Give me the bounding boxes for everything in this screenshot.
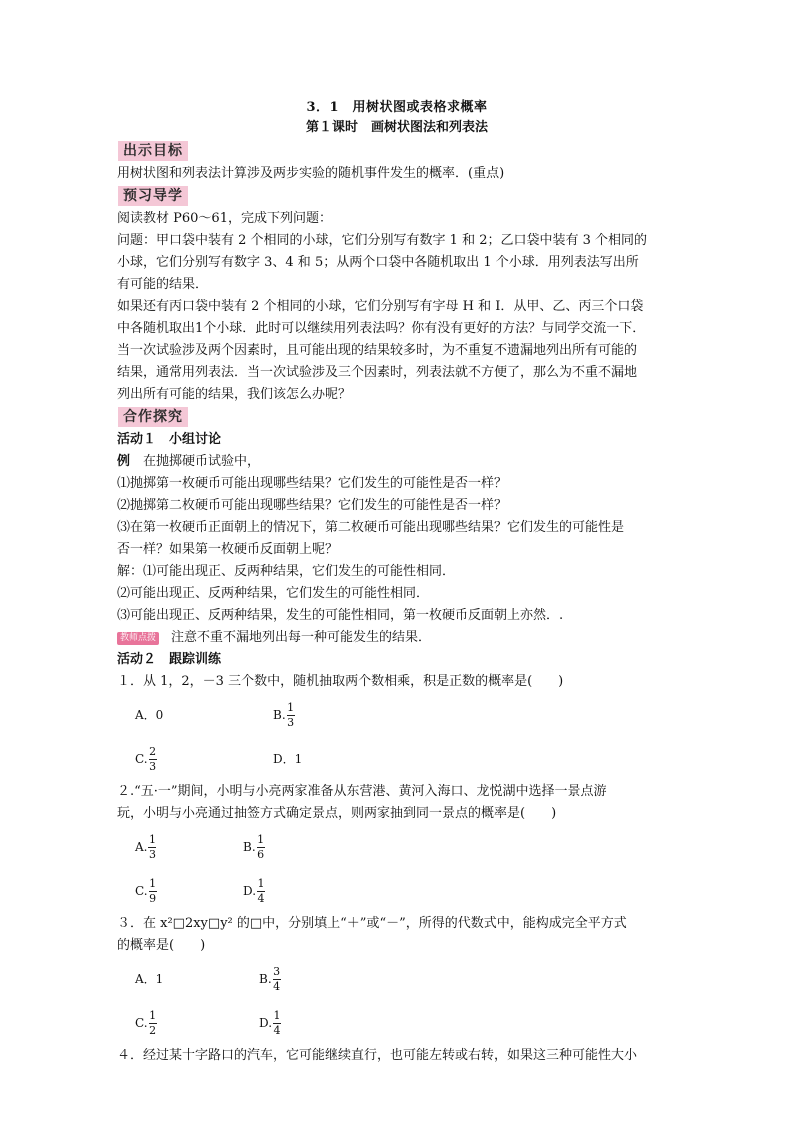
q3-option-b-fraction — [273, 965, 281, 994]
q3-option-a: A．1 — [135, 972, 164, 986]
preview-line: 如果还有丙口袋中装有 2 个相同的小球，它们分别写有字母 H 和 I．从甲、乙、丙三个口袋 — [117, 299, 644, 314]
question-2-options-row1 — [117, 825, 677, 869]
teacher-tip-badge: 教师点拨 — [117, 632, 159, 645]
q3-option-d-label: D. — [259, 1016, 273, 1030]
preview-line: 有可能的结果． — [117, 277, 209, 292]
numerator: 1 — [149, 876, 157, 890]
goal-text: 用树状图和列表法计算涉及两步实验的随机事件发生的概率．(重点) — [117, 166, 505, 181]
example-label: 例 — [117, 454, 131, 469]
denominator: 3 — [149, 759, 157, 773]
q3-option-d-fraction — [273, 1009, 281, 1038]
q1-option-b-fraction — [287, 701, 295, 730]
question-3-stem: 的概率是( ) — [117, 938, 206, 953]
denominator: 9 — [149, 891, 157, 905]
activity1-line: ⑶在第一枚硬币正面朝上的情况下，第二枚硬币可能出现哪些结果？它们发生的可能性是 — [117, 520, 625, 535]
q2-option-c — [135, 869, 157, 913]
example-line — [117, 451, 677, 473]
preview-line: 问题：甲口袋中装有 2 个相同的小球，它们分别写有数字 1 和 2；乙口袋中装有 3 个相同的 — [117, 233, 648, 248]
numerator: 1 — [148, 832, 156, 846]
numerator: 3 — [273, 964, 281, 978]
q3-option-c-fraction — [149, 1009, 157, 1038]
lesson-subtitle: 第１课时 画树状图法和列表法 — [305, 120, 488, 135]
question-2-stem: 玩，小明与小亮通过抽签方式确定景点，则两家抽到同一景点的概率是( ) — [117, 806, 557, 821]
question-3-options-row2 — [117, 1001, 677, 1045]
question-3-options-row1 — [117, 957, 677, 1001]
question-4-stem: ４．经过某十字路口的汽车，它可能继续直行，也可能左转或右转，如果这三种可能性大小 — [117, 1048, 638, 1063]
example-text: 在抛掷硬币试验中， — [130, 454, 261, 469]
section-preview-heading: 预习导学 — [118, 186, 188, 206]
q1-option-c-fraction — [149, 745, 157, 774]
lesson-title: 3．1 用树状图或表格求概率 — [306, 100, 488, 115]
q2-option-d-fraction — [257, 877, 265, 906]
question-2-stem: ２.“五·一”期间，小明与小亮两家准备从东营港、黄河入海口、龙悦湖中选择一景点游 — [117, 784, 607, 799]
preview-line: 列出所有可能的结果，我们该怎么办呢？ — [117, 387, 352, 402]
preview-line: 阅读教材 P60～61，完成下列问题： — [117, 211, 332, 226]
q2-option-c-label: C. — [135, 884, 148, 898]
q1-option-a: A．0 — [135, 708, 164, 722]
numerator: 1 — [257, 832, 265, 846]
q2-option-b-fraction — [257, 833, 265, 862]
q3-option-d — [259, 1001, 281, 1045]
q1-option-c-label: C. — [135, 752, 148, 766]
activity1-line: ⑵抛掷第二枚硬币可能出现哪些结果？它们发生的可能性是否一样？ — [117, 498, 508, 513]
q2-option-b — [243, 825, 265, 869]
preview-line: 结果，通常用列表法．当一次试验涉及三个因素时，列表法就不方便了，那么为不重不漏地 — [117, 365, 638, 380]
q2-option-d — [243, 869, 265, 913]
q3-option-b-label: B. — [259, 972, 272, 986]
activity1-line: 否一样？如果第一枚硬币反面朝上呢？ — [117, 542, 339, 557]
q2-option-c-fraction — [149, 877, 157, 906]
denominator: 6 — [257, 847, 265, 861]
denominator: 2 — [149, 1023, 157, 1037]
denominator: 3 — [287, 715, 295, 729]
denominator: 4 — [273, 1023, 281, 1037]
activity2-title: 活动２ 跟踪训练 — [117, 652, 222, 667]
section-goal-heading: 出示目标 — [118, 141, 188, 161]
q1-option-d: D．1 — [273, 752, 303, 766]
q1-option-c — [135, 737, 157, 781]
q2-option-d-label: D. — [243, 884, 257, 898]
activity1-title: 活动１ 小组讨论 — [117, 432, 222, 447]
activity1-line: 解：⑴可能出现正、反两种结果，它们发生的可能性相同． — [117, 564, 456, 579]
numerator: 1 — [273, 1008, 281, 1022]
denominator: 4 — [273, 979, 281, 993]
q2-option-b-label: B. — [243, 840, 256, 854]
q1-option-b-label: B. — [273, 708, 286, 722]
teacher-tip — [117, 627, 677, 649]
question-1-options-row2 — [117, 737, 677, 781]
teacher-tip-text: 注意不重不漏地列出每一种可能发生的结果． — [171, 630, 432, 645]
preview-line: 小球，它们分别写有数字 3、4 和 5；从两个口袋中各随机取出 1 个小球．用列表法写出所 — [117, 255, 639, 270]
q2-option-a-fraction — [148, 833, 156, 862]
activity1-line: ⑴抛掷第一枚硬币可能出现哪些结果？它们发生的可能性是否一样？ — [117, 476, 508, 491]
preview-line: 中各随机取出1个小球．此时可以继续用列表法吗？你有没有更好的方法？与同学交流一下． — [117, 321, 646, 336]
question-1-stem: １．从 1，2，－3 三个数中，随机抽取两个数相乘，积是正数的概率是( ) — [117, 674, 564, 689]
preview-line: 当一次试验涉及两个因素时，且可能出现的结果较多时，为不重复不遗漏地列出所有可能的 — [117, 343, 638, 358]
q2-option-a — [135, 825, 156, 869]
numerator: 1 — [149, 1008, 157, 1022]
numerator: 1 — [257, 876, 265, 890]
numerator: 2 — [149, 744, 157, 758]
q3-option-b — [259, 957, 281, 1001]
q1-option-b — [273, 693, 295, 737]
activity1-line: ⑵可能出现正、反两种结果，它们发生的可能性相同． — [117, 586, 430, 601]
denominator: 4 — [257, 891, 265, 905]
numerator: 1 — [287, 700, 295, 714]
q3-option-c-label: C. — [135, 1016, 148, 1030]
section-explore-heading: 合作探究 — [118, 407, 188, 427]
worksheet — [117, 98, 677, 1067]
q2-option-a-label: A. — [135, 840, 148, 854]
question-2-options-row2 — [117, 869, 677, 913]
q3-option-c — [135, 1001, 157, 1045]
denominator: 3 — [148, 847, 156, 861]
question-1-options-row1 — [117, 693, 677, 737]
activity1-line: ⑶可能出现正、反两种结果，发生的可能性相同，第一枚硬币反面朝上亦然．. — [117, 608, 564, 623]
question-3-stem: ３．在 x²□2xy□y² 的□中，分别填上“＋”或“－”，所得的代数式中，能构成完全平方式 — [117, 916, 627, 931]
